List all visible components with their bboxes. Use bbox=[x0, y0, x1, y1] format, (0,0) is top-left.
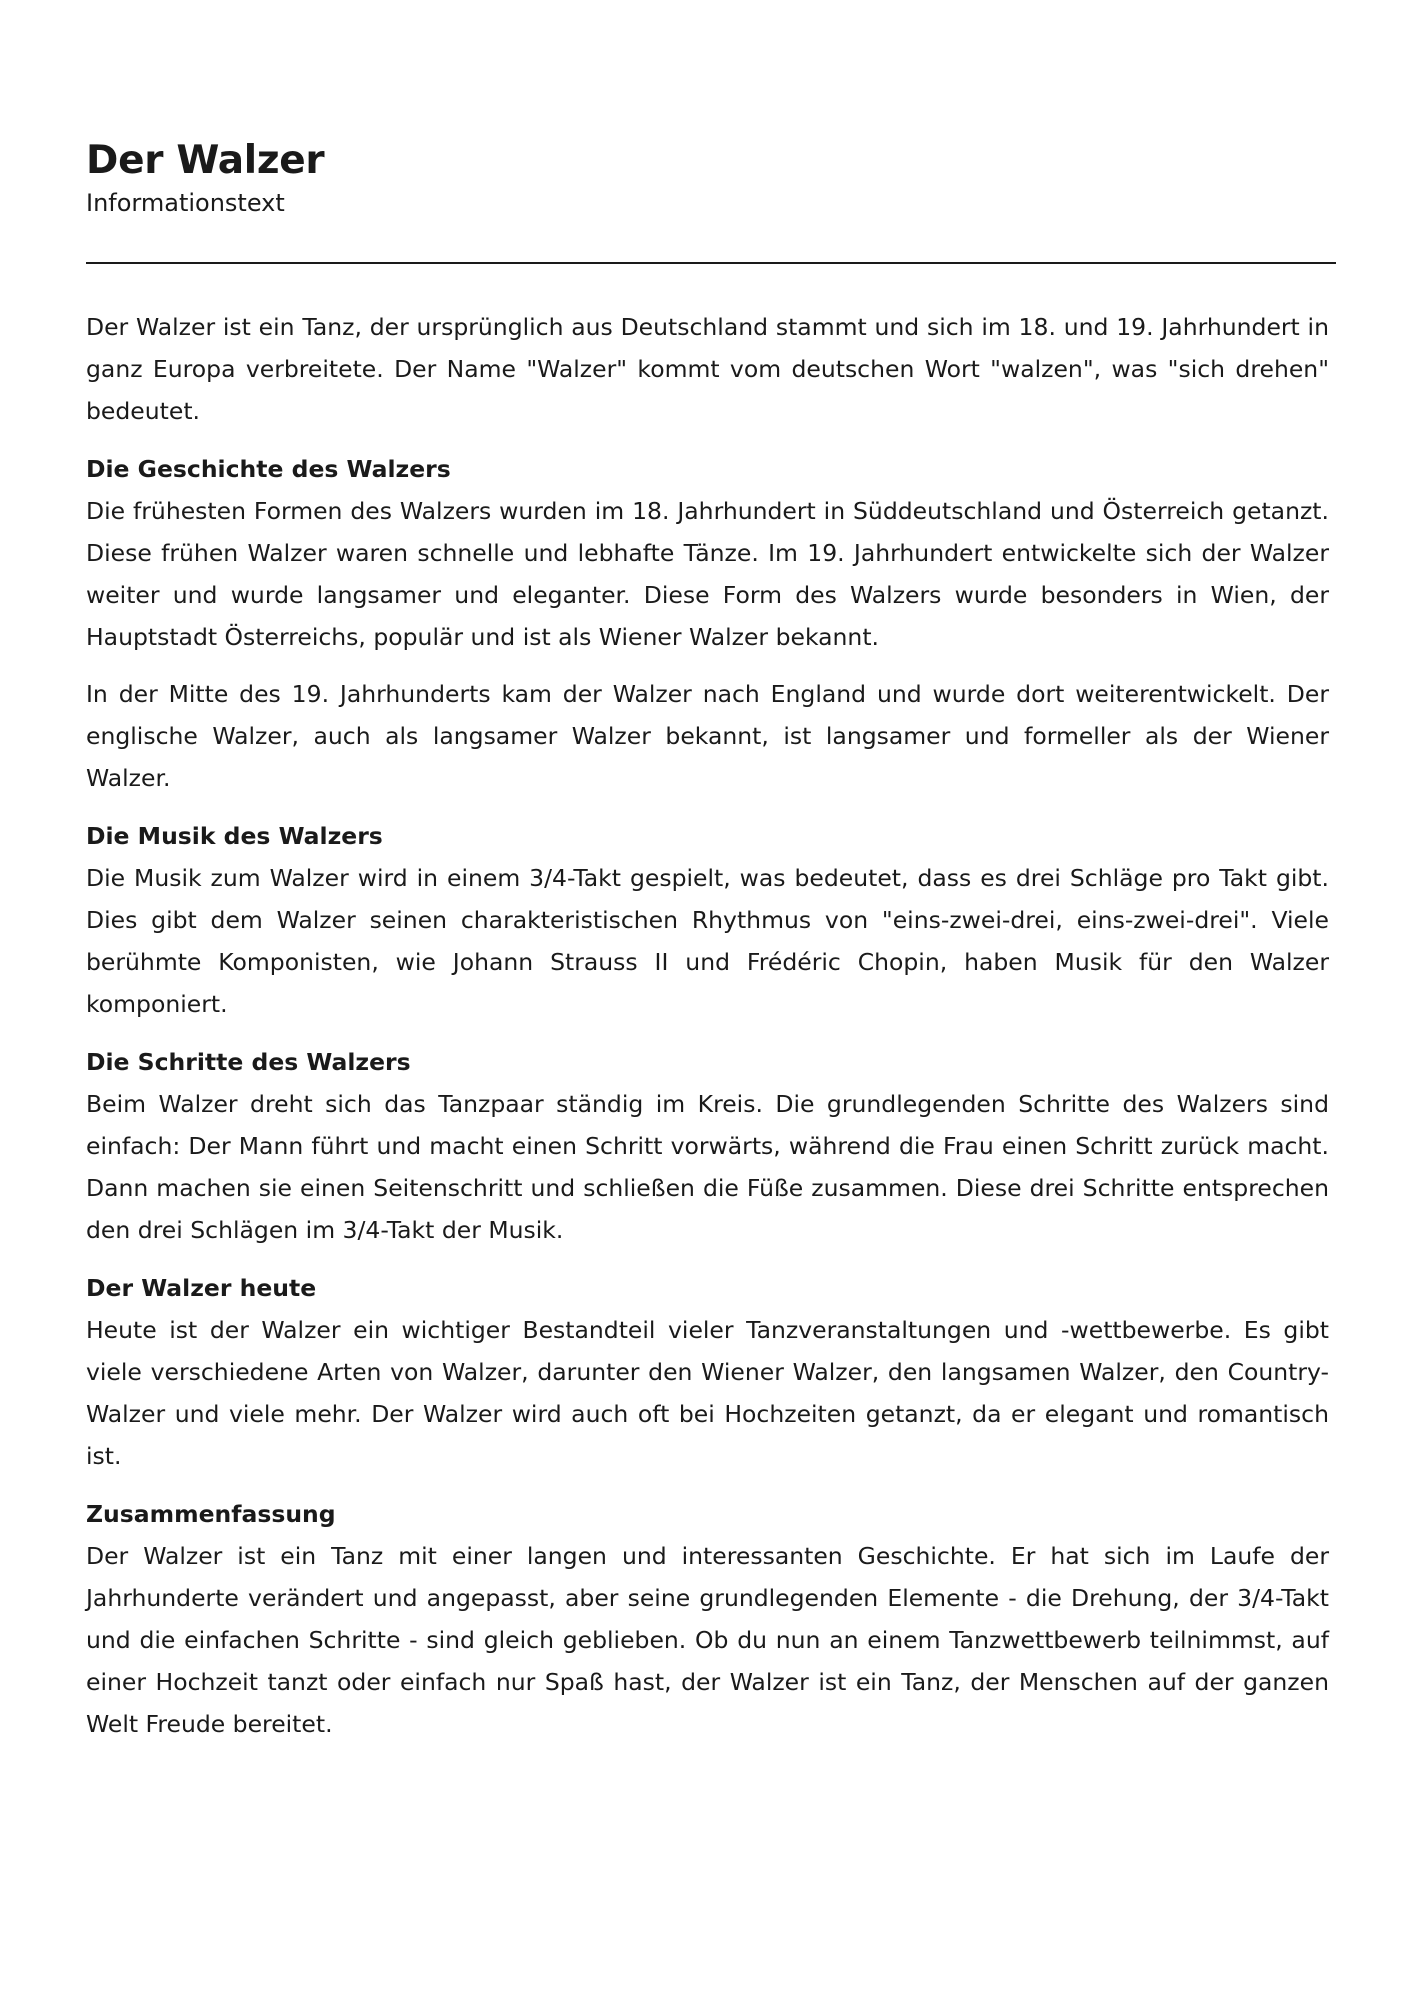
section-paragraph: Die Musik zum Walzer wird in einem 3/4-Takt gespielt, was bedeutet, dass es drei Schläge pro Takt gibt. Dies gibt dem Walzer seinen charakteristischen Rhythmus von "eins-zwei-drei, eins-zwei-drei". Viele berühmte Komponisten, wie Johann Strauss II und Frédéric Chopin, haben Musik für den Walzer komponiert. bbox=[86, 864, 1329, 1018]
section-heading: Die Musik des Walzers bbox=[86, 822, 383, 850]
section-paragraph: Die frühesten Formen des Walzers wurden im 18. Jahrhundert in Süddeutschland und Österreich getanzt. Diese frühen Walzer waren schnelle und lebhafte Tänze. Im 19. Jahrhundert entwickelte sich der Walzer weiter und wurde langsamer und eleganter. Diese Form des Walzers wurde besonders in Wien, der Hauptstadt Österreichs, populär und ist als Wiener Walzer bekannt. bbox=[86, 497, 1329, 651]
section-heading: Der Walzer heute bbox=[86, 1274, 317, 1302]
page-subtitle: Informationstext bbox=[86, 189, 285, 217]
section-zusammenfassung bbox=[86, 1493, 1329, 1745]
section-schritte bbox=[86, 1041, 1329, 1251]
page-title: Der Walzer bbox=[86, 138, 325, 183]
section-paragraph: Der Walzer ist ein Tanz mit einer langen und interessanten Geschichte. Er hat sich im Laufe der Jahrhunderte verändert und angepasst, aber seine grundlegenden Elemente - die Drehung, der 3/4-Takt und die einfachen Schritte - sind gleich geblieben. Ob du nun an einem Tanzwettbewerb teilnimmst, auf einer Hochzeit tanzt oder einfach nur Spaß hast, der Walzer ist ein Tanz, der Menschen auf der ganzen Welt Freude bereitet. bbox=[86, 1542, 1329, 1738]
section-paragraph: Beim Walzer dreht sich das Tanzpaar ständig im Kreis. Die grundlegenden Schritte des Walzers sind einfach: Der Mann führt und macht einen Schritt vorwärts, während die Frau einen Schritt zurück macht. Dann machen sie einen Seitenschritt und schließen die Füße zusammen. Diese drei Schritte entsprechen den drei Schlägen im 3/4-Takt der Musik. bbox=[86, 1090, 1329, 1244]
section-heading: Die Geschichte des Walzers bbox=[86, 455, 451, 483]
title-divider bbox=[86, 262, 1336, 264]
section-musik bbox=[86, 815, 1329, 1025]
section-heading: Zusammenfassung bbox=[86, 1500, 336, 1528]
section-geschichte bbox=[86, 448, 1329, 799]
section-paragraph: Heute ist der Walzer ein wichtiger Bestandteil vieler Tanzveranstaltungen und -wettbewerbe. Es gibt viele verschiedene Arten von Walzer, darunter den Wiener Walzer, den langsamen Walzer, den Country-Walzer und viele mehr. Der Walzer wird auch oft bei Hochzeiten getanzt, da er elegant und romantisch ist. bbox=[86, 1316, 1329, 1470]
section-heute bbox=[86, 1267, 1329, 1477]
section-heading: Die Schritte des Walzers bbox=[86, 1048, 411, 1076]
document-body bbox=[86, 306, 1329, 1745]
section-paragraph: In der Mitte des 19. Jahrhunderts kam der Walzer nach England und wurde dort weiterentwickelt. Der englische Walzer, auch als langsamer Walzer bekannt, ist langsamer und formeller als der Wiener Walzer. bbox=[86, 680, 1329, 792]
intro-paragraph: Der Walzer ist ein Tanz, der ursprünglich aus Deutschland stammt und sich im 18. und 19. Jahrhundert in ganz Europa verbreitete. Der Name "Walzer" kommt vom deutschen Wort "walzen", was "sich drehen" bedeutet. bbox=[86, 313, 1329, 425]
